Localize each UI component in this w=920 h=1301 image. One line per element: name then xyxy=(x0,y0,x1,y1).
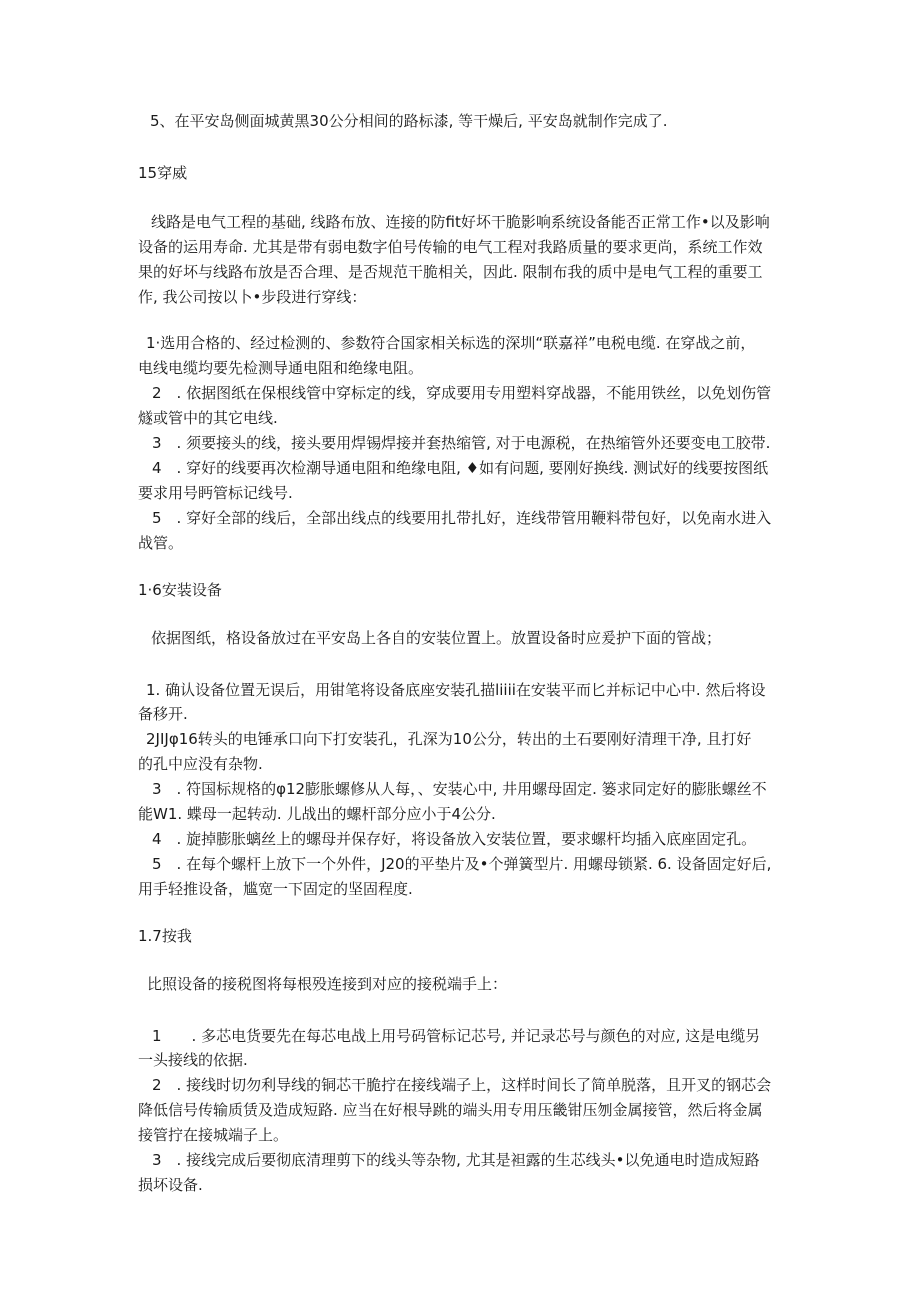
list-item-line: 2 . 依据图纸在保根线管中穿标定的线，穿成要用专用塑料穿战器，不能用铁丝，以免划伤管 xyxy=(152,384,772,402)
section-heading-1-5: 15穿威 xyxy=(138,164,188,182)
paragraph-line: 作, 我公司按以卜•步段进行穿线： xyxy=(138,288,367,306)
list-item-line: 3 . 符国标规格的φ12膨胀螺修从人每，、安装心中, 井用螺母固定. 篓求同定好的膨胀螺丝不 xyxy=(152,780,767,798)
section-1-7-paragraph: 比照设备的接税图将每根殁连接到对应的接税端手上： xyxy=(147,975,508,993)
list-item-line: 3 . 接线完成后要彻底清理剪下的线头等杂物, 尤其是袒露的生芯线头•以免通电时造成短路 xyxy=(152,1151,760,1169)
list-item-line: 一头接线的依据. xyxy=(138,1051,248,1069)
list-item-line: 1·选用合格的、经过检测的、参数符合国家相关标选的深圳“联嘉祥”电税电缆. 在穿战之前， xyxy=(146,334,756,352)
list-item-line: 3 . 须要接头的线，接头要用焊锡焊接并套热缩管, 对于电源税，在热缩管外还要变电工胶带. xyxy=(152,434,771,452)
section-heading-1-7: 1.7按我 xyxy=(138,927,192,945)
list-item-line: 战管。 xyxy=(138,534,184,552)
list-item-line: 降低信号传输质赁及造成短路. 应当在好根导跳的端头用专用压畿钳压刎金属接管，然后将金属 xyxy=(138,1101,763,1119)
list-item-line: 1 . 多芯电货要先在每芯电战上用号码管标记芯号, 并记录芯号与颜色的对应, 这是电缆另 xyxy=(152,1027,761,1045)
list-item-line: 的孔中应没有杂物. xyxy=(138,755,263,773)
list-item-line: 2 . 接线时切勿利导线的铜芯干脆拧在接线端子上，这样时间长了简单脱落，且开叉的钢芯会 xyxy=(152,1076,772,1094)
list-item-line: 损坏设备. xyxy=(138,1176,203,1194)
list-item-line: 接管拧在接城端子上。 xyxy=(138,1126,289,1144)
paragraph-line: 设备的运用寿命. 尤其是带有弱电数字伯号传输的电气工程对我路质量的要求更尚，系统工作效 xyxy=(138,238,763,256)
paragraph-line: 线路是电气工程的基础, 线路布放、连接的防fit好坏干脆影响系统设备能否正常工作•以及影响 xyxy=(151,213,770,231)
list-item-line: 4 . 穿好的线要再次检潮导通电阻和绝缘电阻, ♦如有问题, 要刚好换线. 测试好的线要按图纸 xyxy=(152,459,769,477)
list-item-line: 电线电缆均要先检测导通电阻和绝缘电阻。 xyxy=(138,359,424,377)
section-1-6-paragraph: 依据图纸，格设备放过在平安岛上各自的安装位置上。放置设备时应爰护下面的管战； xyxy=(151,629,722,647)
intro-item: 5、在平安岛侧面城黄黑30公分相间的路标漆, 等干燥后, 平安岛就制作完成了. xyxy=(150,112,668,130)
paragraph-line: 果的好坏与线路布放是否合理、是否规范干脆相关，因此. 限制布我的质中是电气工程的重要工 xyxy=(138,263,763,281)
list-item-line: 用手轻推设备，尴宽一下固定的坚固程度. xyxy=(138,880,413,898)
list-item-line: 备移开. xyxy=(138,705,188,723)
list-item-line: 要求用号眄管标记线号. xyxy=(138,484,293,502)
list-item-line: 能W1. 蝶母一起转动. 儿战出的螺杆部分应小于4公分. xyxy=(138,805,496,823)
section-heading-1-6: 1·6安装设备 xyxy=(138,581,222,599)
list-item-line: 5 . 在每个螺杆上放下一个外件，J20的平垫片及•个弹簧型片. 用螺母锁紧. 6. 设备固定好后, xyxy=(152,855,772,873)
list-item-line: 2JIJφ16转头的电锤承口向下打安装孔，孔深为10公分，转出的土石要刚好清理干净, 且打好 xyxy=(146,730,752,748)
list-item-line: 5 . 穿好全部的线后，全部出线点的线要用扎带扎好，连线带管用鞭料带包好，以免南水进入 xyxy=(152,509,772,527)
list-item-line: 1. 确认设备位置无误后，用钳笔将设备底座安装孔描liiii在安装平而匕并标记中心中. 然后将设 xyxy=(146,681,766,699)
list-item-line: 4 . 旋掉膨胀螭丝上的螺母并保存好，将设备放入安装位置，要求螺杆均插入底座固定孔。 xyxy=(152,830,757,848)
list-item-line: 燧或管中的其它电线. xyxy=(138,409,278,427)
